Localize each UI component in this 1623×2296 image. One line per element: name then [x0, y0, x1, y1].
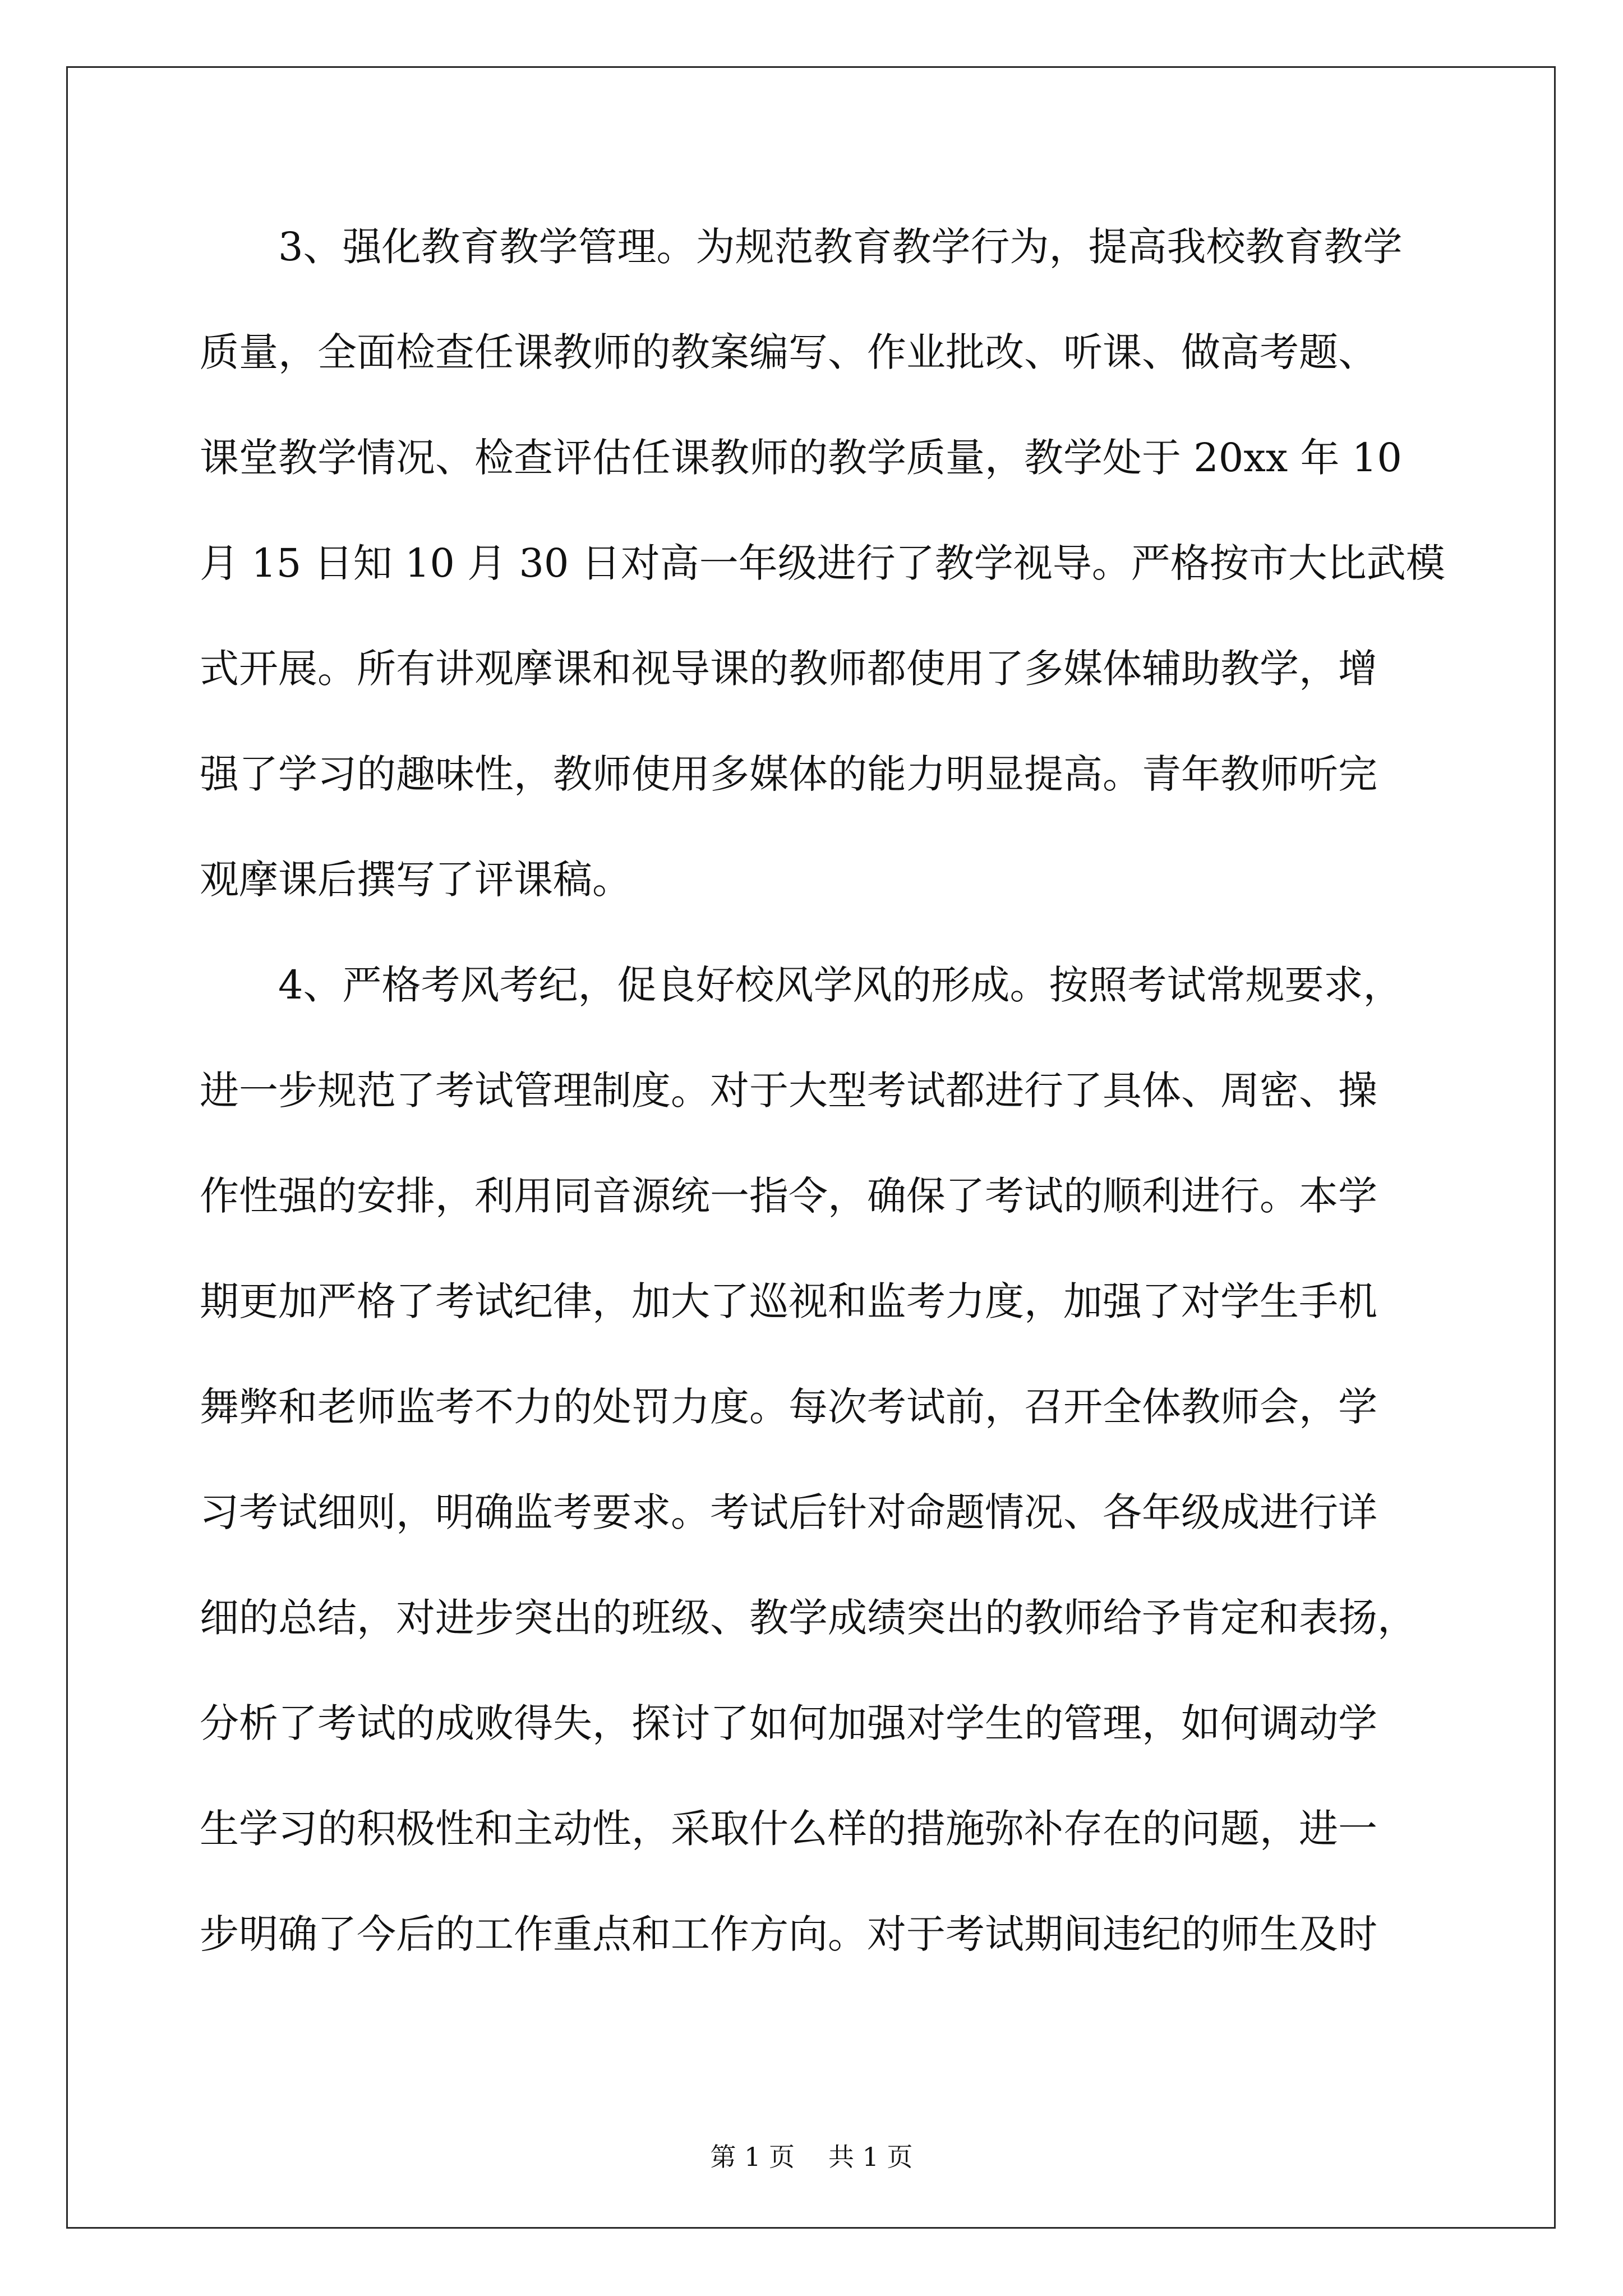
document-body — [200, 216, 1445, 2009]
paragraph-3-line-2: 质量，全面检查任课教师的教案编写、作业批改、听课、做高考题、 — [200, 329, 1377, 375]
paragraph-4-line-2: 进一步规范了考试管理制度。对于大型考试都进行了具体、周密、操 — [200, 1068, 1377, 1114]
paragraph-4-line-5: 舞弊和老师监考不力的处罚力度。每次考试前，召开全体教师会，学 — [200, 1384, 1377, 1430]
page-footer — [0, 2140, 1623, 2174]
paragraph-4-line-9: 生学习的积极性和主动性，采取什么样的措施弥补存在的问题，进一 — [200, 1806, 1377, 1852]
paragraph-3-line-7: 观摩课后撰写了评课稿。 — [200, 857, 631, 903]
paragraph-3-line-3: 课堂教学情况、检查评估任课教师的教学质量，教学处于 20xx 年 10 — [200, 435, 1402, 481]
page-number-total: 共 1 页 — [828, 2142, 913, 2172]
paragraph-4-line-10: 步明确了今后的工作重点和工作方向。对于考试期间违纪的师生及时 — [200, 1911, 1377, 1957]
paragraph-4-line-8: 分析了考试的成败得失，探讨了如何加强对学生的管理，如何调动学 — [200, 1700, 1377, 1746]
paragraph-4-line-3: 作性强的安排，利用同音源统一指令，确保了考试的顺利进行。本学 — [200, 1173, 1377, 1219]
page-number-current: 第 1 页 — [710, 2142, 795, 2172]
paragraph-4-line-1: 4、严格考风考纪，促良好校风学风的形成。按照考试常规要求， — [278, 962, 1403, 1008]
paragraph-3-line-1: 3、强化教育教学管理。为规范教育教学行为，提高我校教育教学 — [278, 224, 1403, 270]
paragraph-4-line-6: 习考试细则，明确监考要求。考试后针对命题情况、各年级成进行详 — [200, 1489, 1377, 1535]
paragraph-3-line-5: 式开展。所有讲观摩课和视导课的教师都使用了多媒体辅助教学，增 — [200, 646, 1377, 692]
paragraph-3-line-6: 强了学习的趣味性，教师使用多媒体的能力明显提高。青年教师听完 — [200, 751, 1377, 797]
paragraph-3-line-4: 月 15 日知 10 月 30 日对高一年级进行了教学视导。严格按市大比武模 — [200, 540, 1445, 586]
paragraph-4-line-7: 细的总结，对进步突出的班级、教学成绩突出的教师给予肯定和表扬， — [200, 1595, 1417, 1641]
paragraph-4-line-4: 期更加严格了考试纪律，加大了巡视和监考力度，加强了对学生手机 — [200, 1278, 1377, 1324]
